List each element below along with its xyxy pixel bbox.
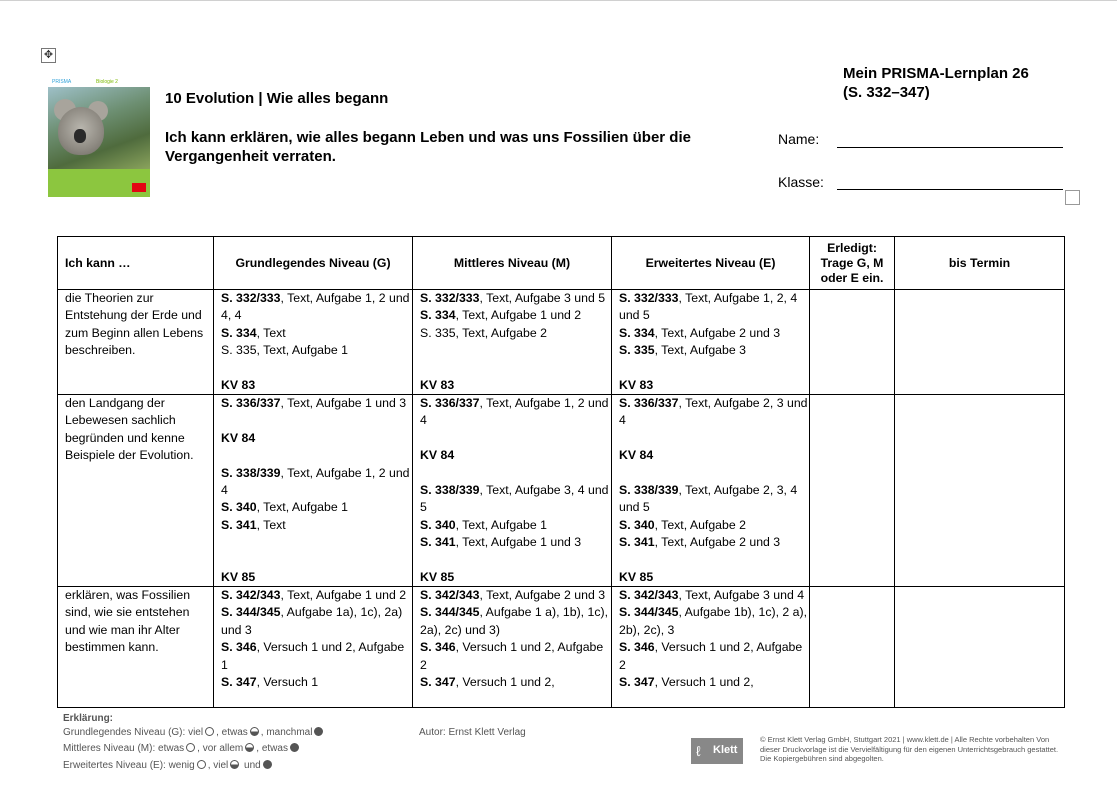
name-label: Name:: [778, 131, 820, 147]
kv-label: KV 84: [619, 448, 654, 463]
legend-line-e: Erweitertes Niveau (E): wenig , viel und: [63, 760, 274, 771]
kv-label: KV 83: [619, 377, 654, 392]
level-m-cell: [413, 587, 612, 708]
plan-pages: (S. 332–347): [843, 84, 930, 101]
kv-label: KV 85: [221, 569, 256, 584]
header-grundlegend: Grundlegendes Niveau (G): [214, 237, 413, 290]
table-move-handle-icon[interactable]: ✥: [41, 48, 56, 63]
task-line: S. 334, Text, Aufgabe 2 und 3: [619, 325, 781, 340]
deadline-cell[interactable]: [895, 587, 1065, 708]
task-line: S. 341, Text, Aufgabe 2 und 3: [619, 535, 781, 550]
class-label: Klasse:: [778, 174, 824, 190]
kv-label: KV 84: [420, 448, 455, 463]
level-g-cell: [214, 587, 413, 708]
can-cell: die Theorien zur Entstehung der Erde und zum Beginn allen Lebens beschreiben.: [58, 290, 214, 395]
table-row: [58, 587, 1065, 708]
table-row: [58, 290, 1065, 395]
task-line: S. 338/339, Text, Aufgabe 3, 4 und 5: [420, 483, 609, 515]
legend-title: Erklärung:: [63, 713, 114, 724]
level-m-cell: [413, 395, 612, 587]
cover-klett-logo-icon: [132, 183, 146, 192]
empty-circle-icon: [186, 743, 195, 752]
deadline-cell[interactable]: [895, 395, 1065, 587]
half-circle-icon: [245, 743, 254, 752]
deadline-cell[interactable]: [895, 290, 1065, 395]
empty-circle-icon: [197, 760, 206, 769]
kv-label: KV 83: [221, 377, 256, 392]
author-text: Autor: Ernst Klett Verlag: [419, 727, 526, 738]
task-line: S. 341, Text: [221, 517, 286, 532]
task-line: S. 336/337, Text, Aufgabe 1 und 3: [221, 396, 407, 410]
task-line: S. 338/339, Text, Aufgabe 2, 3, 4 und 5: [619, 483, 798, 515]
task-line: S. 344/345, Aufgabe 1a), 1c), 2a) und 3: [221, 605, 403, 637]
class-field[interactable]: [837, 189, 1063, 190]
task-line: S. 341, Text, Aufgabe 1 und 3: [420, 535, 582, 550]
task-line: S. 338/339, Text, Aufgabe 1, 2 und 4: [221, 465, 410, 497]
task-line: S. 340, Text, Aufgabe 1: [420, 517, 547, 532]
full-circle-icon: [290, 743, 299, 752]
koala-photo: [48, 87, 150, 169]
task-line: S. 342/343, Text, Aufgabe 1 und 2: [221, 588, 407, 602]
header-erledigt: Erledigt: Trage G, M oder E ein.: [810, 237, 895, 290]
task-line: S. 344/345, Aufgabe 1 a), 1b), 1c), 2a), 2c) und 3): [420, 605, 609, 637]
full-circle-icon: [263, 760, 272, 769]
level-e-cell: [612, 290, 810, 395]
task-line: S. 334, Text: [221, 325, 286, 340]
can-cell: erklären, was Fossilien sind, wie sie entstehen und wie man ihr Alter bestimmen kann.: [58, 587, 214, 708]
klett-logo: ℓ Klett: [691, 738, 743, 764]
half-circle-icon: [250, 727, 259, 736]
kv-label: KV 83: [420, 377, 455, 392]
task-line: S. 335, Text, Aufgabe 1: [221, 343, 348, 358]
name-field[interactable]: [837, 147, 1063, 148]
copyright-text: © Ernst Klett Verlag GmbH, Stuttgart 2021 | www.klett.de | Alle Rechte vorbehalten Von dieser Druckvorlage ist die Vervielfältigung für den eigenen Unterrichtsgebrauch gestattet. Die Kopiergebühren sind abgegolten.: [760, 735, 1059, 763]
legend-line-g: Grundlegendes Niveau (G): viel , etwas , manchmal: [63, 727, 325, 738]
task-line: S. 334, Text, Aufgabe 1 und 2: [420, 308, 582, 323]
level-e-cell: [612, 395, 810, 587]
task-line: S. 335, Text, Aufgabe 2: [420, 325, 547, 340]
task-line: S. 347, Versuch 1 und 2,: [420, 675, 555, 690]
task-line: S. 336/337, Text, Aufgabe 1, 2 und 4: [420, 396, 609, 428]
page-title: 10 Evolution | Wie alles begann: [165, 90, 389, 107]
task-line: S. 346, Versuch 1 und 2, Aufgabe 1: [221, 640, 405, 672]
task-line: S. 344/345, Aufgabe 1b), 1c), 2 a), 2b), 2c), 3: [619, 605, 808, 637]
task-line: S. 347, Versuch 1 und 2,: [619, 675, 754, 690]
learning-plan-table: [57, 236, 1065, 708]
header-mittel: Mittleres Niveau (M): [413, 237, 612, 290]
top-divider: [0, 0, 1117, 1]
header-bis-termin: bis Termin: [895, 237, 1065, 290]
can-cell: den Landgang der Lebewesen sachlich begründen und kenne Beispiele der Evolution.: [58, 395, 214, 587]
kv-label: KV 85: [619, 569, 654, 584]
checkbox[interactable]: [1065, 190, 1080, 205]
table-header-row: [58, 237, 1065, 290]
task-line: S. 340, Text, Aufgabe 1: [221, 500, 348, 515]
task-line: S. 332/333, Text, Aufgabe 1, 2, 4 und 5: [619, 291, 798, 323]
done-cell[interactable]: [810, 290, 895, 395]
level-g-cell: [214, 395, 413, 587]
full-circle-icon: [314, 727, 323, 736]
task-line: S. 332/333, Text, Aufgabe 1, 2 und 4, 4: [221, 291, 410, 323]
legend-line-m: Mittleres Niveau (M): etwas , vor allem , etwas: [63, 743, 301, 754]
plan-title: Mein PRISMA-Lernplan 26: [843, 65, 1029, 82]
task-line: S. 342/343, Text, Aufgabe 2 und 3: [420, 588, 606, 602]
task-line: S. 332/333, Text, Aufgabe 3 und 5: [420, 291, 606, 305]
task-line: S. 346, Versuch 1 und 2, Aufgabe 2: [420, 640, 604, 672]
task-line: S. 335, Text, Aufgabe 3: [619, 343, 746, 358]
empty-circle-icon: [205, 727, 214, 736]
cover-brand-text: PRISMA: [52, 79, 72, 85]
kv-label: KV 85: [420, 569, 455, 584]
kv-label: KV 84: [221, 430, 256, 445]
task-line: S. 346, Versuch 1 und 2, Aufgabe 2: [619, 640, 803, 672]
table-row: [58, 395, 1065, 587]
level-m-cell: [413, 290, 612, 395]
header-erweitert: Erweitertes Niveau (E): [612, 237, 810, 290]
done-cell[interactable]: [810, 587, 895, 708]
header-ich-kann: Ich kann …: [58, 237, 214, 290]
cover-subject-text: Biologie 2: [96, 79, 118, 85]
task-line: S. 347, Versuch 1: [221, 675, 319, 690]
task-line: S. 336/337, Text, Aufgabe 2, 3 und 4: [619, 396, 808, 428]
page-subtitle: Ich kann erklären, wie alles begann Leben und was uns Fossilien über die Vergangenheit verraten.: [165, 129, 691, 165]
level-e-cell: [612, 587, 810, 708]
task-line: S. 340, Text, Aufgabe 2: [619, 517, 746, 532]
learning-plan-heading: [843, 64, 1083, 102]
level-g-cell: [214, 290, 413, 395]
done-cell[interactable]: [810, 395, 895, 587]
half-circle-icon: [230, 760, 239, 769]
klett-leaf-icon: ℓ: [696, 743, 701, 759]
book-cover-image: [48, 79, 150, 197]
task-line: S. 342/343, Text, Aufgabe 3 und 4: [619, 588, 805, 602]
